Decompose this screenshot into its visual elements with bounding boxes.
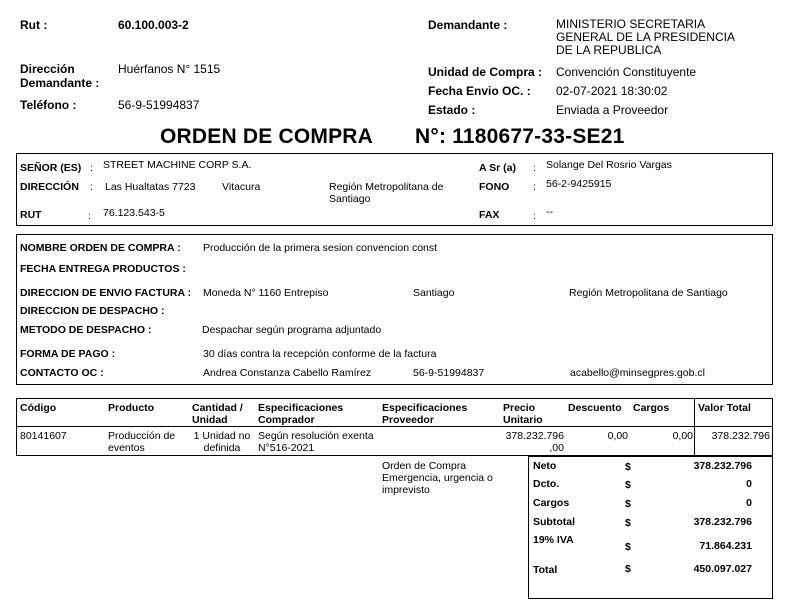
dir-factura-label: DIRECCION DE ENVIO FACTURA :	[20, 287, 192, 299]
demandante-value	[556, 18, 735, 57]
supplier-direccion-comuna: Vitacura	[222, 181, 261, 193]
forma-pago-value: 30 días contra la recepción conforme de la factura	[203, 348, 437, 360]
col-cantidad-line-1: Cantidad /	[192, 402, 243, 414]
row-esp-comprador	[258, 430, 374, 454]
contacto-name: Andrea Constanza Cabello Ramírez	[203, 367, 372, 379]
emergency-note-line-1: Orden de Compra	[382, 460, 467, 472]
telefono-value: 56-9-51994837	[118, 98, 200, 112]
col-precio-line-1: Precio	[503, 402, 536, 414]
fecha-envio-label: Fecha Envio OC. :	[428, 84, 531, 98]
col-esp-comprador-line-1: Especificaciones	[258, 402, 344, 414]
row-esp-comprador-line-1: Según resolución exenta	[258, 430, 374, 442]
row-descuento: 0,00	[607, 430, 628, 442]
dir-factura-city: Santiago	[413, 287, 455, 299]
telefono-label: Teléfono :	[20, 98, 77, 112]
col-valor-total: Valor Total	[698, 402, 751, 414]
fono-label: FONO	[479, 181, 510, 193]
items-total-divider	[694, 398, 695, 456]
supplier-rut-value: 76.123.543-5	[103, 207, 165, 219]
nombre-oc-value: Producción de la primera sesion convencion const	[203, 242, 438, 254]
col-precio-line-2: Unitario	[503, 414, 543, 426]
supplier-region-line-1: Región Metropolitana de	[329, 181, 444, 193]
asr-colon: :	[533, 162, 536, 174]
col-cantidad	[192, 402, 243, 426]
demandante-label: Demandante :	[428, 18, 508, 32]
col-esp-proveedor-line-1: Especificaciones	[382, 402, 468, 414]
neto-value: 378.232.796	[693, 460, 752, 472]
senor-colon: :	[90, 162, 93, 174]
iva-value: 71.864.231	[699, 540, 752, 552]
demandante-line-2: GENERAL DE LA PRESIDENCIA	[556, 30, 735, 44]
contacto-phone: 56-9-51994837	[413, 367, 485, 379]
fono-value: 56-2-9425915	[546, 178, 612, 190]
col-cantidad-line-2: Unidad	[192, 414, 228, 426]
emergency-note-line-2: Emergencia, urgencia o	[382, 472, 493, 484]
iva-label: 19% IVA	[533, 534, 574, 546]
col-esp-proveedor	[382, 402, 467, 426]
fecha-entrega-label: FECHA ENTREGA PRODUCTOS :	[20, 263, 186, 275]
direccion-demandante-label: Demandante :	[20, 76, 100, 90]
rut-value: 60.100.003-2	[118, 18, 189, 32]
dir-factura-region: Región Metropolitana de Santiago	[569, 287, 728, 299]
contacto-email-link[interactable]: acabello@minsegpres.gob.cl	[570, 367, 705, 379]
supplier-direccion-label: DIRECCIÓN	[20, 181, 79, 193]
col-descuento: Descuento	[568, 402, 622, 414]
row-producto	[108, 430, 175, 454]
asr-label: A Sr (a)	[479, 162, 516, 174]
subtotal-label: Subtotal	[533, 516, 575, 528]
order-number: N°: 1180677-33-SE21	[415, 125, 625, 148]
row-codigo: 80141607	[20, 430, 67, 442]
contacto-label: CONTACTO OC :	[20, 367, 104, 379]
fono-colon: :	[533, 181, 536, 193]
row-valor-total: 378.232.796	[711, 430, 770, 442]
fax-label: FAX	[479, 209, 500, 221]
row-esp-comprador-line-2: N°516-2021	[258, 442, 315, 454]
cargos-currency: $	[625, 498, 631, 510]
row-precio	[490, 430, 564, 454]
metodo-despacho-label: METODO DE DESPACHO :	[20, 324, 152, 336]
row-producto-line-2: eventos	[108, 442, 145, 454]
supplier-rut-colon: :	[88, 210, 91, 222]
row-producto-line-1: Producción de	[108, 430, 176, 442]
col-producto: Producto	[108, 402, 155, 414]
row-precio-line-1: 378.232.796	[505, 430, 564, 442]
cargos-value: 0	[746, 497, 752, 509]
fax-colon: :	[533, 210, 536, 222]
nombre-oc-label: NOMBRE ORDEN DE COMPRA :	[20, 242, 181, 254]
subtotal-currency: $	[625, 517, 631, 529]
total-currency: $	[625, 563, 631, 575]
dir-factura-street: Moneda N° 1160 Entrepiso	[203, 287, 329, 299]
col-precio	[503, 402, 543, 426]
rut-label: Rut :	[20, 18, 48, 32]
emergency-note	[382, 460, 493, 496]
col-esp-comprador	[258, 402, 343, 426]
row-cantidad-line-2: definida	[203, 442, 241, 454]
items-header-divider	[16, 426, 773, 427]
dir-despacho-label: DIRECCION DE DESPACHO :	[20, 305, 165, 317]
row-precio-line-2: ,00	[549, 442, 564, 454]
total-value: 450.097.027	[693, 563, 752, 575]
supplier-rut-label: RUT	[20, 209, 42, 221]
estado-value: Enviada a Proveedor	[556, 103, 669, 117]
supplier-direccion-street: Las Hualtatas 7723	[105, 181, 196, 193]
dcto-label: Dcto.	[533, 478, 560, 490]
metodo-despacho-value: Despachar según programa adjuntado	[202, 324, 382, 336]
fax-value: --	[546, 206, 553, 218]
demandante-line-3: DE LA REPUBLICA	[556, 43, 662, 57]
col-codigo: Código	[20, 402, 57, 414]
dcto-currency: $	[625, 479, 631, 491]
unidad-compra-value: Convención Constituyente	[556, 65, 697, 79]
asr-value: Solange Del Rosrio Vargas	[546, 159, 672, 171]
direccion-value: Huérfanos N° 1515	[118, 62, 221, 76]
direccion-label: Dirección	[20, 62, 75, 76]
cargos-label: Cargos	[533, 497, 570, 509]
col-cargos: Cargos	[633, 402, 670, 414]
contacto-email[interactable]	[570, 367, 705, 379]
page-title: ORDEN DE COMPRA	[160, 125, 374, 148]
total-label: Total	[533, 564, 558, 576]
row-cantidad	[190, 430, 254, 454]
senor-label: SEÑOR (ES)	[20, 162, 82, 174]
subtotal-value: 378.232.796	[693, 516, 752, 528]
iva-currency: $	[625, 541, 631, 553]
col-esp-proveedor-line-2: Proveedor	[382, 414, 434, 426]
unidad-compra-label: Unidad de Compra :	[428, 65, 543, 79]
neto-label: Neto	[533, 460, 557, 472]
supplier-region-line-2: Santiago	[329, 193, 371, 205]
neto-currency: $	[625, 461, 631, 473]
demandante-line-1: MINISTERIO SECRETARIA	[556, 17, 706, 31]
supplier-direccion-region	[329, 181, 443, 205]
row-cargos: 0,00	[672, 430, 693, 442]
row-cantidad-line-1: 1 Unidad no	[193, 430, 251, 442]
col-esp-comprador-line-2: Comprador	[258, 414, 315, 426]
supplier-direccion-colon: :	[90, 181, 93, 193]
fecha-envio-value: 02-07-2021 18:30:02	[556, 84, 668, 98]
forma-pago-label: FORMA DE PAGO :	[20, 348, 116, 360]
dcto-value: 0	[746, 478, 752, 490]
emergency-note-line-3: imprevisto	[382, 484, 430, 496]
estado-label: Estado :	[428, 103, 476, 117]
senor-value: STREET MACHINE CORP S.A.	[103, 159, 252, 171]
